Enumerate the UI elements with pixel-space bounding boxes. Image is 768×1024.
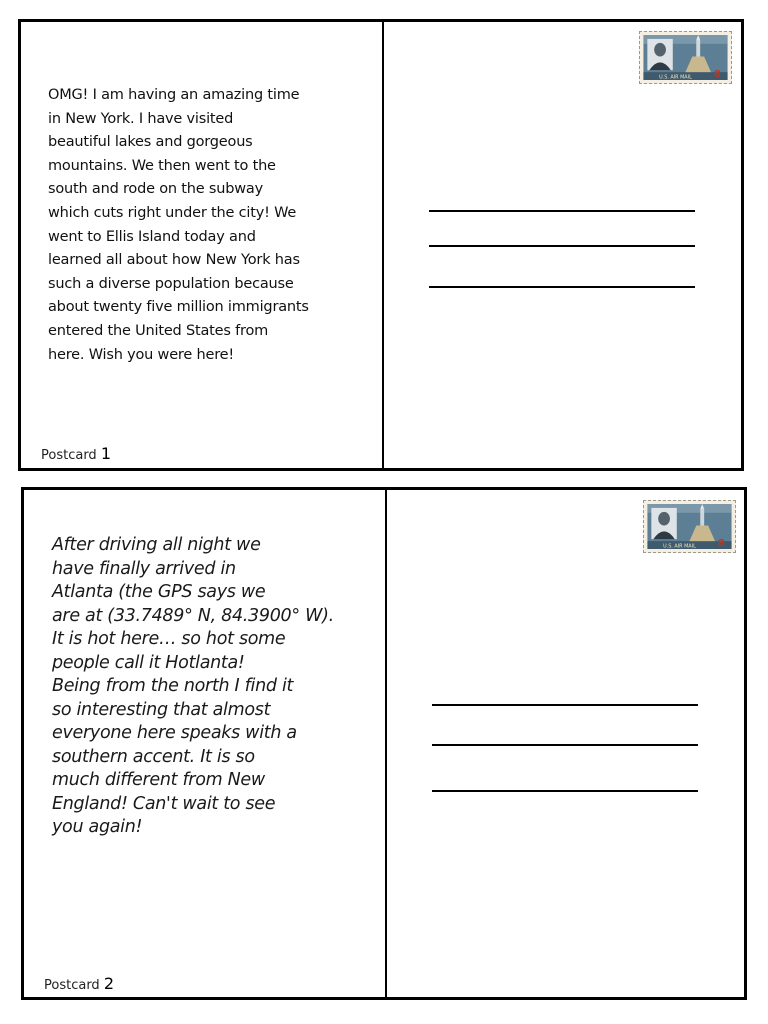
postcard-2 bbox=[21, 487, 747, 1000]
address-line bbox=[429, 286, 695, 288]
stamp-denomination: 8 bbox=[717, 538, 725, 549]
stamp-portrait-head bbox=[658, 512, 670, 526]
postcard-number: 1 bbox=[100, 444, 112, 463]
postcard-label-text: Postcard bbox=[44, 978, 100, 993]
postcard-label bbox=[44, 974, 114, 993]
postcard-label bbox=[41, 444, 111, 463]
postcard-message: After driving all night we have finally arrived in Atlanta (the GPS says we are at (33.7489° N, 84.3900° W). It is hot here… so hot some people call it Hotlanta! Being from the north I find it so interesting that almost everyone here speaks with a southern accent. It is so much different from New England! Can't wait to see you again! bbox=[52, 535, 334, 837]
stamp-portrait-head bbox=[654, 43, 666, 57]
postage-stamp bbox=[643, 500, 736, 553]
address-line bbox=[432, 704, 698, 706]
address-line bbox=[429, 210, 695, 212]
postcard-message: OMG! I am having an amazing time in New York. I have visited beautiful lakes and gorgeous mountains. We then went to the south and rode on the subway which cuts right under the city! We went to Ellis Island today and learned all about how New York has such a diverse population because about twenty five million immigrants entered the United States from here. Wish you were here! bbox=[48, 87, 309, 363]
postcard-number: 2 bbox=[103, 974, 115, 993]
address-line bbox=[429, 245, 695, 247]
stamp-caption: U.S. AIR MAIL bbox=[659, 74, 692, 80]
stamp-image bbox=[647, 504, 732, 549]
postcard-label-text: Postcard bbox=[41, 448, 97, 463]
postcard-divider bbox=[382, 22, 384, 468]
stamp-caption: U.S. AIR MAIL bbox=[663, 543, 696, 549]
postcard-1 bbox=[18, 19, 744, 471]
stamp-image bbox=[643, 35, 728, 80]
address-line bbox=[432, 790, 698, 792]
stamp-denomination: 8 bbox=[713, 69, 721, 80]
postage-stamp bbox=[639, 31, 732, 84]
address-line bbox=[432, 744, 698, 746]
postcard-divider bbox=[385, 490, 387, 997]
